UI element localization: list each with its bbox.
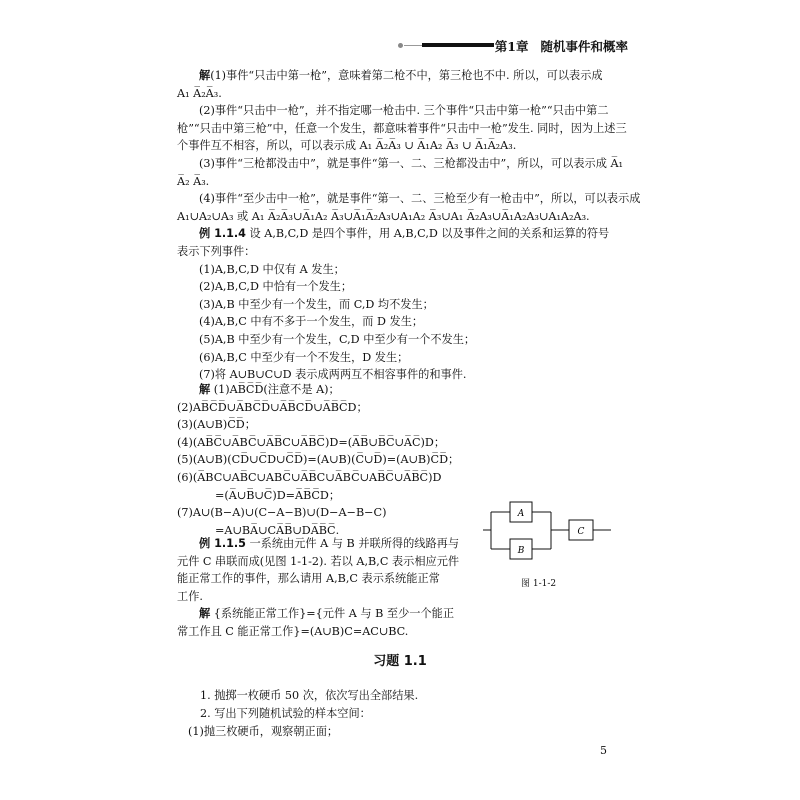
text-line bbox=[177, 243, 625, 261]
paragraph-label: 解 bbox=[199, 383, 211, 396]
text-line bbox=[177, 278, 625, 296]
line-text: (6)A,B,C 中至少有一个不发生，D 发生； bbox=[199, 350, 409, 364]
text-line bbox=[177, 451, 625, 469]
solution-1-1-3-and-example-1-1-4 bbox=[177, 67, 641, 384]
line-text: 一系统由元件 A 与 B 并联所得的线路再与 bbox=[245, 537, 460, 550]
text-line bbox=[177, 225, 625, 243]
text-line bbox=[177, 416, 625, 434]
text-line bbox=[177, 381, 625, 399]
line-text: (4)(AB̅C̅∪A̅BC̅∪A̅B̅C∪A̅B̅C̅)D=(A̅B̅∪B̅C̅∪A̅C̅)D； bbox=[177, 435, 446, 449]
line-text: A̅₂ A̅₃. bbox=[177, 174, 210, 188]
line-text: (2)A,B,C,D 中恰有一个发生； bbox=[199, 280, 353, 294]
header-thin-rule bbox=[404, 45, 422, 46]
text-line bbox=[177, 67, 625, 85]
text-line bbox=[177, 120, 625, 138]
paragraph-label: 解 bbox=[199, 69, 211, 82]
line-text: (3)(A∪B)C̅D̅； bbox=[177, 418, 256, 432]
figure-caption: 图 1-1-2 bbox=[521, 579, 557, 589]
text-line bbox=[177, 349, 625, 367]
line-text: A₁ A̅₂A̅₃. bbox=[177, 86, 222, 100]
line-text: 设 A,B,C,D 是四个事件，用 A,B,C,D 以及事件之间的关系和运算的符号 bbox=[245, 227, 610, 241]
text-line bbox=[177, 331, 625, 349]
exercise-item: 1. 抛掷一枚硬币 50 次，依次写出全部结果. bbox=[200, 689, 419, 702]
line-text: (5)(A∪B)(CD̅∪C̅D∪C̅D̅)=(A∪B)(C̅∪D̅)=(A∪B)C̅D̅； bbox=[177, 453, 460, 467]
line-text: =(A̅∪B̅∪C̅)D=A̅B̅C̅D； bbox=[215, 488, 341, 502]
text-line bbox=[177, 434, 625, 452]
text-line bbox=[177, 208, 625, 226]
text-line bbox=[177, 137, 625, 155]
text-line bbox=[177, 570, 477, 588]
header-dot-ornament bbox=[398, 43, 403, 48]
text-line bbox=[177, 102, 625, 120]
line-text: (2)AB̅C̅D̅∪A̅BC̅D̅∪A̅B̅CD̅∪A̅B̅C̅D； bbox=[177, 400, 368, 414]
text-line bbox=[177, 605, 477, 623]
text-line bbox=[177, 296, 625, 314]
text-line bbox=[177, 173, 625, 191]
running-header bbox=[398, 37, 628, 53]
circuit-diagram-figure bbox=[483, 499, 613, 571]
text-line bbox=[177, 261, 625, 279]
text-line bbox=[177, 588, 477, 606]
component-b-label: B bbox=[517, 546, 525, 556]
paragraph-label: 例 1.1.5 bbox=[199, 537, 246, 550]
header-title bbox=[495, 37, 628, 55]
line-text: (7)将 A∪B∪C∪D 表示成两两互不相容事件的和事件. bbox=[199, 368, 467, 382]
paragraph-label: 例 1.1.4 bbox=[199, 227, 246, 241]
line-text: (4)A,B,C 中有不多于一个发生，而 D 发生； bbox=[199, 315, 424, 329]
example-1-1-5 bbox=[177, 535, 477, 641]
text-line bbox=[177, 623, 477, 641]
line-text: {系统能正常工作}={元件 A 与 B 至少一个能正 bbox=[210, 607, 455, 621]
text-line bbox=[177, 85, 625, 103]
text-line bbox=[177, 553, 477, 571]
line-text: 表示下列事件： bbox=[177, 244, 256, 258]
page-number: 5 bbox=[600, 744, 607, 757]
component-c-label: C bbox=[577, 527, 585, 537]
exercise-item: (1)抛三枚硬币，观察朝正面； bbox=[188, 725, 339, 738]
line-text: 工作. bbox=[177, 589, 203, 603]
line-text: 能正常工作的事件，那么请用 A,B,C 表示系统能正常 bbox=[177, 572, 440, 586]
exercise-section-title: 习题 1.1 bbox=[373, 654, 427, 669]
line-text: (3)事件“三枪都没击中”，就是事件“第一、二、三枪都没击中”，所以，可以表示成 A̅₁ bbox=[199, 156, 624, 170]
line-text: (7)A∪(B−A)∪(C−A−B)∪(D−A−B−C) bbox=[177, 506, 387, 520]
line-text: (4)事件“至少击中一枪”，就是事件“第一、二、三枪至少有一枪击中”，所以，可以表示成 bbox=[199, 192, 641, 206]
header-chapter-title: 随机事件和概率 bbox=[540, 39, 628, 54]
text-line bbox=[177, 190, 641, 208]
line-text: (1)A,B,C,D 中仅有 A 发生； bbox=[199, 262, 345, 276]
line-text: 元件 C 串联而成(见图 1-1-2). 若以 A,B,C 表示相应元件 bbox=[177, 554, 460, 568]
line-text: (6)(A̅BC∪AB̅C∪ABC̅∪A̅B̅C∪A̅BC̅∪AB̅C̅∪A̅B̅C̅)D bbox=[177, 470, 442, 484]
component-a-label: A bbox=[517, 509, 525, 519]
line-text: (1)AB̅C̅D̅(注意不是 A)； bbox=[210, 383, 340, 396]
line-text: 常工作且 C 能正常工作}=(A∪B)C=AC∪BC. bbox=[177, 624, 409, 638]
line-text: (3)A,B 中至少有一个发生，而 C,D 均不发生； bbox=[199, 297, 434, 311]
line-text: A₁∪A₂∪A₃ 或 A₁ A̅₂A̅₃∪A̅₁A₂ A̅₃∪A̅₁A̅₂A₃∪A₁A₂ A̅₃∪A₁ A̅₂A₃∪A̅₁A₂A₃∪A₁A₂A₃. bbox=[177, 209, 590, 223]
header-thick-rule bbox=[422, 43, 494, 47]
line-text: (5)A,B 中至少有一个发生，C,D 中至少有一个不发生； bbox=[199, 332, 476, 346]
exercise-item: 2. 写出下列随机试验的样本空间： bbox=[200, 707, 371, 720]
text-line bbox=[177, 469, 625, 487]
text-line bbox=[177, 399, 625, 417]
line-text: =A∪BA̅∪CA̅B̅∪DA̅B̅C̅. bbox=[215, 523, 340, 537]
line-text: 个事件互不相容，所以，可以表示成 A₁ A̅₂A̅₃ ∪ A̅₁A₂ A̅₃ ∪ A̅₁A̅₂A₃. bbox=[177, 139, 517, 153]
text-line bbox=[177, 313, 625, 331]
text-line bbox=[177, 535, 477, 553]
text-line bbox=[177, 155, 625, 173]
line-text: (1)事件“只击中第一枪”，意味着第二枪不中，第三枪也不中. 所以，可以表示成 bbox=[210, 69, 603, 82]
header-chapter: 第1章 bbox=[494, 39, 529, 54]
paragraph-label: 解 bbox=[199, 607, 211, 621]
line-text: 枪”“只击中第三枪”中，任意一个发生，都意味着事件“只击中一枪”发生. 同时，因为上述三 bbox=[177, 121, 627, 135]
line-text: (2)事件“只击中一枪”，并不指定哪一枪击中. 三个事件“只击中第一枪”“只击中第二 bbox=[199, 104, 609, 118]
